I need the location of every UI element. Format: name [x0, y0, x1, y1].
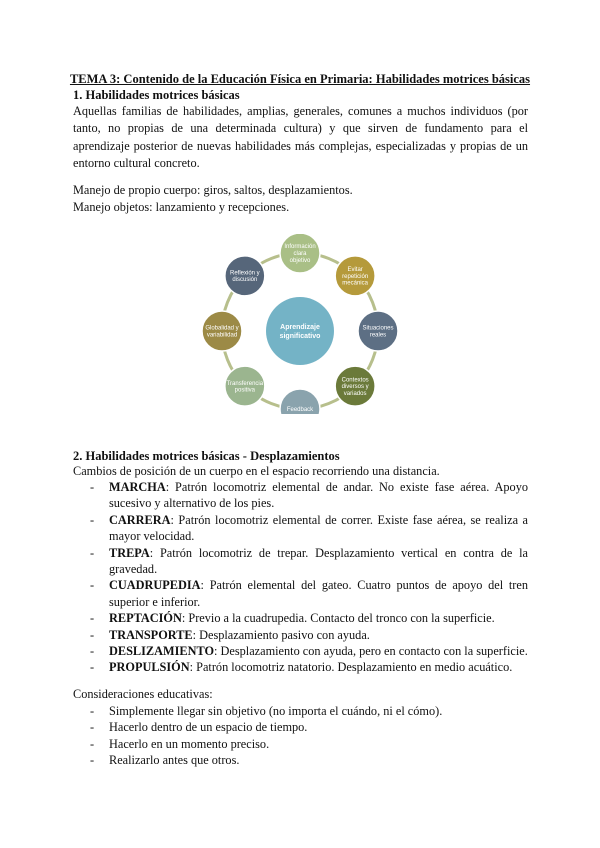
item-text: : Patrón locomotriz de trepar. Desplazamiento vertical en contra de la gravedad.: [109, 545, 528, 577]
section2-intro: Cambios de posición de un cuerpo en el espacio recorriendo una distancia.: [73, 464, 440, 478]
cycle-node: [225, 366, 265, 406]
displacement-item: [0, 512, 528, 545]
item-text: Realizarlo antes que otros.: [109, 753, 240, 768]
learning-cycle-diagram: [185, 234, 415, 414]
document-title: TEMA 3: Contenido de la Educación Física en Primaria: Habilidades motrices básicas: [69, 72, 531, 86]
item-term: REPTACIÓN: [109, 611, 182, 626]
item-term: PROPULSIÓN: [109, 660, 190, 675]
consideration-item: [0, 703, 528, 719]
displacement-item: [0, 479, 528, 512]
dash-bullet: -: [90, 545, 95, 560]
cycle-node: [335, 366, 375, 406]
section1-line1: Manejo de propio cuerpo: giros, saltos, desplazamientos.: [73, 183, 353, 197]
center-circle: [266, 297, 334, 365]
item-text: : Desplazamiento con ayuda, pero en contacto con la superficie.: [214, 644, 528, 659]
item-text: : Desplazamiento pasivo con ayuda.: [192, 627, 370, 642]
cycle-node-label: reales: [369, 332, 387, 339]
cycle-node: [335, 256, 375, 296]
section3-heading: Consideraciones educativas:: [73, 687, 213, 701]
dash-bullet: -: [90, 578, 95, 593]
cycle-node-label: Información: [284, 244, 316, 251]
dash-bullet: -: [90, 704, 95, 718]
displacement-item: [0, 610, 528, 626]
dash-bullet: -: [90, 644, 95, 659]
cycle-node: [225, 256, 265, 296]
dash-bullet: -: [90, 720, 95, 735]
dash-bullet: -: [90, 627, 95, 642]
displacement-list: [0, 479, 600, 676]
cycle-node-label: Globalidad y: [205, 325, 239, 332]
item-text: Hacerlo dentro de un espacio de tiempo.: [109, 720, 308, 735]
displacement-item: [0, 545, 528, 578]
cycle-node-label: Situaciones: [362, 325, 394, 332]
cycle-node-label: Transferencia: [226, 380, 264, 387]
cycle-node-label: clara: [293, 251, 307, 257]
item-text: : Previo a la cuadrupedia. Contacto del tronco con la superficie.: [181, 611, 495, 626]
cycle-node-label: positiva: [234, 387, 256, 394]
cycle-node: [280, 389, 320, 414]
consideration-item: [0, 752, 528, 768]
item-term: TREPA: [109, 545, 150, 560]
cycle-node-label: repetición: [342, 273, 369, 280]
item-term: CARRERA: [109, 512, 171, 527]
dash-bullet: -: [90, 736, 95, 751]
displacement-item: [0, 659, 528, 675]
cycle-node-label: Contextos: [341, 377, 369, 384]
item-term: TRANSPORTE: [109, 627, 193, 642]
cycle-node-label: Reflexión y: [230, 270, 260, 277]
dash-bullet: -: [90, 480, 95, 494]
consideration-item: [0, 736, 528, 752]
section1-heading: 1. Habilidades motrices básicas: [73, 88, 240, 102]
cycle-node: [202, 311, 242, 351]
item-term: CUADRUPEDIA: [109, 578, 201, 593]
cycle-node-label: Evitar: [347, 267, 363, 274]
displacement-item: [0, 577, 528, 610]
item-text: : Patrón locomotriz elemental de andar. No existe fase aérea. Apoyo sucesivo y alternativo de los pies.: [109, 480, 528, 511]
section1-paragraph: Aquellas familias de habilidades, amplias, generales, comunes a muchos individuos (por tanto, no propias de una determinada cultura) y que sirven de fundamento para el aprendizaje posterior de nuevas habilidades más complejas, especializadas y propias de un entorno cultural concreto.: [73, 104, 528, 170]
cycle-node-label: variados: [343, 390, 367, 397]
item-text: : Patrón locomotriz elemental de correr. Existe fase aérea, se realiza a mayor velocidad.: [109, 512, 528, 544]
cycle-node-label: variabilidad: [206, 332, 238, 339]
item-text: Hacerlo en un momento preciso.: [109, 736, 270, 751]
cycle-node: [280, 234, 320, 273]
cycle-node-label: diversos y: [341, 384, 369, 391]
dash-bullet: -: [90, 753, 95, 768]
cycle-node-label: objetivo: [289, 257, 311, 264]
section1-line2: Manejo objetos: lanzamiento y recepciones.: [73, 200, 290, 214]
displacement-item: [0, 643, 528, 659]
item-text: : Patrón elemental del gateo. Cuatro puntos de apoyo del tren superior e inferior.: [109, 578, 528, 609]
consideration-item: [0, 719, 528, 735]
item-text: : Patrón locomotriz natatorio. Desplazamiento en medio acuático.: [189, 660, 513, 675]
item-term: DESLIZAMIENTO: [109, 644, 215, 659]
dash-bullet: -: [90, 660, 95, 675]
dash-bullet: -: [90, 611, 95, 626]
section2-heading: 2. Habilidades motrices básicas - Desplazamientos: [73, 449, 340, 463]
item-text: Simplemente llegar sin objetivo (no importa el cuándo, ni el cómo).: [109, 704, 443, 718]
cycle-node-label: mecánica: [342, 280, 368, 287]
considerations-list: [0, 703, 600, 769]
center-label: significativo: [279, 333, 321, 340]
cycle-node-label: Feedback: [286, 407, 314, 413]
item-term: MARCHA: [109, 480, 166, 494]
center-label: Aprendizaje: [280, 324, 320, 331]
cycle-node: [358, 311, 398, 351]
displacement-item: [0, 627, 528, 643]
dash-bullet: -: [90, 512, 95, 527]
cycle-node-label: discusión: [232, 277, 258, 284]
